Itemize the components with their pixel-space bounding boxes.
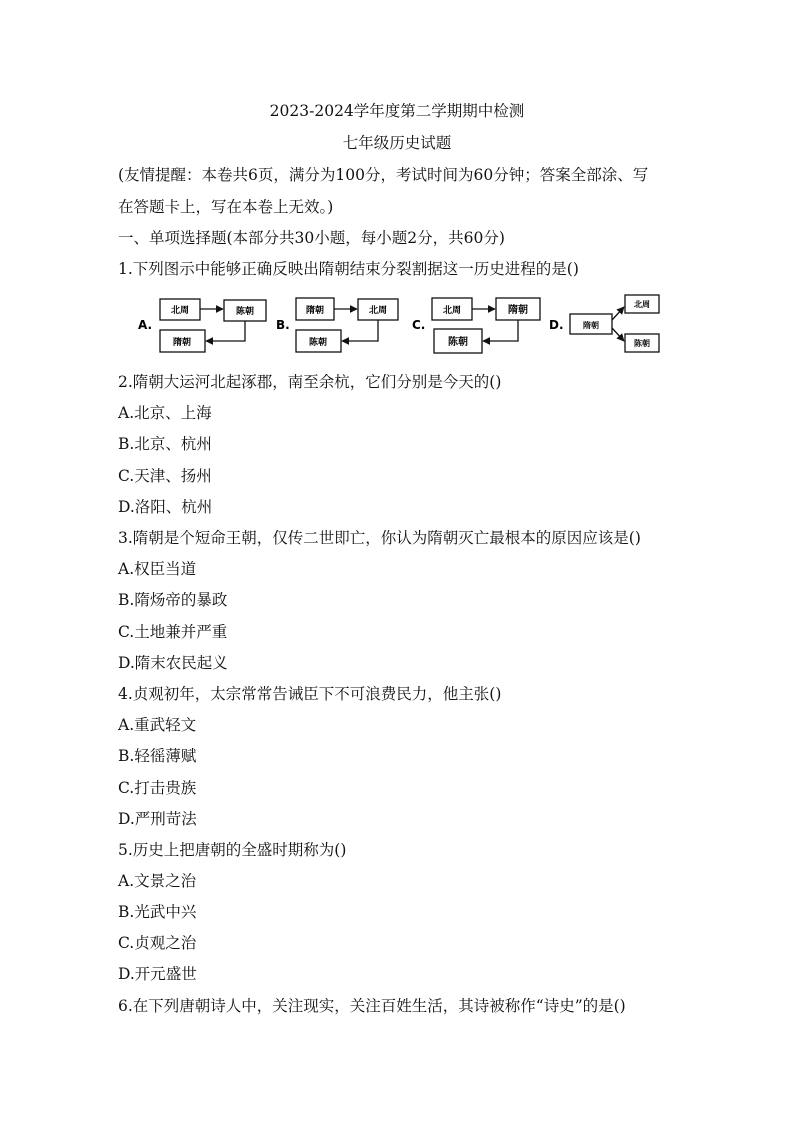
question-4-option-c[interactable]: C.打击贵族 [118,779,197,797]
question-2-option-a[interactable]: A.北京、上海 [118,404,212,422]
diagram-d-arrow-bottom [612,328,624,341]
question-5-option-c[interactable]: C.贞观之治 [118,934,197,952]
diagram-b-arrow2 [342,320,378,341]
question-5-option-d[interactable]: D.开元盛世 [118,965,197,983]
question-6-stem: 6.在下列唐朝诗人中，关注现实，关注百姓生活，其诗被称作“诗史”的是() [118,997,626,1015]
question-4-option-d[interactable]: D.严刑苛法 [118,810,197,828]
question-3-stem: 3.隋朝是个短命王朝，仅传二世即亡，你认为隋朝灭亡最根本的原因应该是() [118,529,641,547]
question-4-option-a[interactable]: A.重武轻文 [118,716,197,734]
diagram-a-box2-text: 陈朝 [235,307,255,317]
notice-line-1: (友情提醒：本卷共6页，满分为100分，考试时间为60分钟；答案全部涂、写 [118,166,649,184]
diagram-d-arrow-top [612,307,624,320]
diagram-d-top-text: 北周 [634,300,650,309]
diagram-c-arrow2 [483,320,518,341]
diagram-option-d [549,295,659,352]
question-2-option-d[interactable]: D.洛阳、杭州 [118,498,213,516]
question-3-option-d[interactable]: D.隋末农民起义 [118,654,228,672]
question-1-diagram [136,292,676,358]
diagram-d-bottom-text: 陈朝 [634,339,650,348]
diagram-a-box3-text: 隋朝 [172,338,192,348]
diagram-option-b-label: B. [276,318,290,332]
diagram-b-box2-text: 北周 [368,306,388,316]
question-2-stem: 2.隋朝大运河北起涿郡，南至余杭，它们分别是今天的() [118,373,502,391]
question-5-stem: 5.历史上把唐朝的全盛时期称为() [118,841,347,859]
diagram-option-a [138,299,266,352]
exam-title: 2023-2024学年度第二学期期中检测 [269,102,525,120]
diagram-option-a-label: A. [138,318,153,332]
diagram-option-c-label: C. [412,318,426,332]
diagram-c-box3-text: 陈朝 [448,337,468,348]
diagram-option-b [276,298,398,352]
question-4-option-b[interactable]: B.轻徭薄赋 [118,747,197,765]
question-2-option-c[interactable]: C.天津、扬州 [118,467,212,485]
question-2-option-b[interactable]: B.北京、杭州 [118,435,212,453]
diagram-b-box3-text: 陈朝 [308,338,328,348]
question-3-option-c[interactable]: C.土地兼并严重 [118,623,228,641]
question-5-option-a[interactable]: A.文景之治 [118,872,197,890]
diagram-c-box2-text: 隋朝 [508,305,528,316]
diagram-b-box1-text: 隋朝 [305,306,325,316]
question-5-option-b[interactable]: B.光武中兴 [118,903,197,921]
diagram-d-center-text: 隋朝 [583,321,599,330]
exam-subtitle: 七年级历史试题 [342,134,452,152]
diagram-option-c [412,298,540,353]
diagram-option-d-label: D. [549,318,564,332]
section-heading: 一、单项选择题(本部分共30小题，每小题2分，共60分) [118,229,505,247]
diagram-a-box1-text: 北周 [170,306,190,316]
question-4-stem: 4.贞观初年，太宗常常告诫臣下不可浪费民力，他主张() [118,685,502,703]
notice-line-2: 在答题卡上，写在本卷上无效。) [118,198,334,216]
question-1-stem: 1.下列图示中能够正确反映出隋朝结束分裂割据这一历史进程的是() [118,260,579,278]
question-3-option-b[interactable]: B.隋炀帝的暴政 [118,591,228,609]
question-3-option-a[interactable]: A.权臣当道 [118,560,197,578]
diagram-a-arrow2 [206,321,245,341]
diagram-c-box1-text: 北周 [442,306,462,316]
